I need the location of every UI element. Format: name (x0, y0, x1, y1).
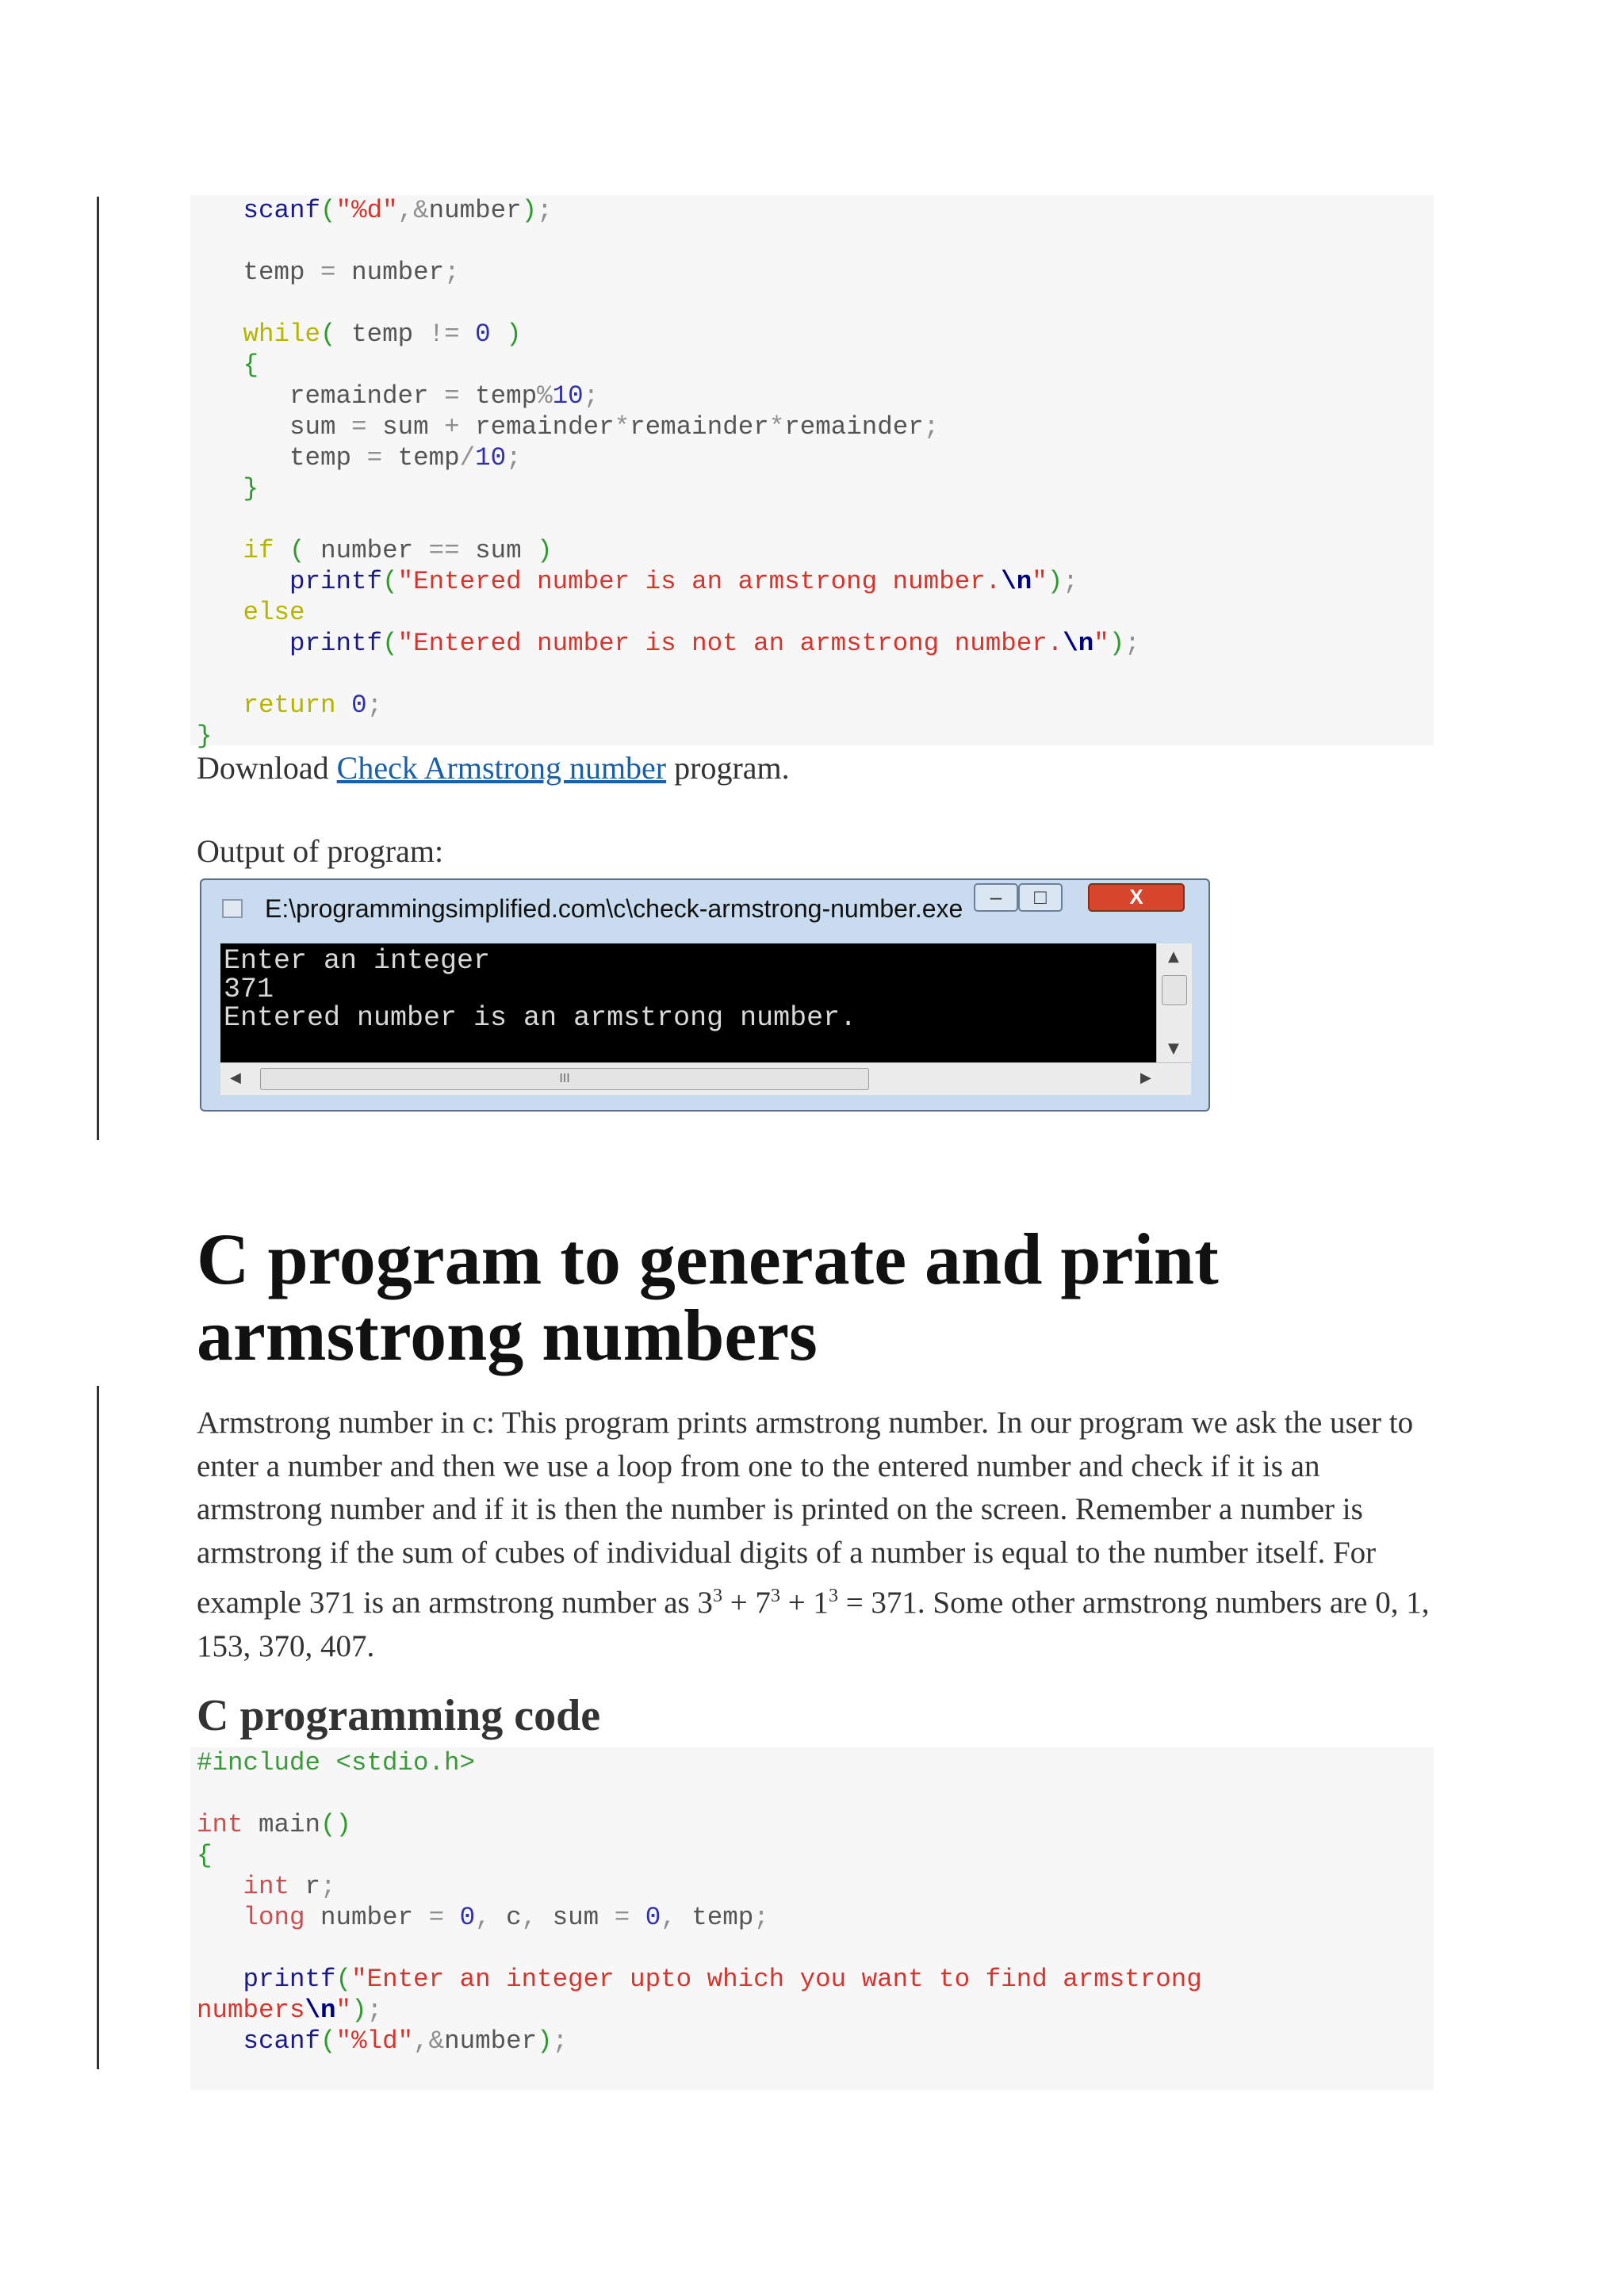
code-token: scanf (243, 2026, 321, 2056)
code-line (197, 474, 259, 503)
code-token: temp (335, 320, 429, 349)
code-token: * (614, 412, 630, 442)
code-line (197, 320, 522, 349)
maximize-button[interactable]: □ (1018, 883, 1063, 912)
code-token: remainder (289, 381, 445, 411)
code-token: ( (382, 567, 398, 596)
paragraph-text: = 371. Some other armstrong numbers are 0, 1, 153, 370, 407. (197, 1586, 1430, 1663)
code-block-1 (197, 195, 1140, 752)
code-token: printf (289, 567, 383, 596)
exponent: 3 (770, 1586, 780, 1606)
code-token: / (459, 443, 476, 473)
code-token: number (444, 2026, 538, 2056)
code-token: , (661, 1903, 676, 1932)
download-suffix: program. (666, 750, 790, 786)
scroll-right-icon[interactable]: ▶ (1140, 1070, 1151, 1086)
code-token: r (289, 1872, 321, 1901)
paragraph-text: Armstrong number in c: This program prints armstrong number. In our program we ask the user to enter a number and then we use a loop from one to the entered number and check if it is an armstrong number and if it is then the number is printed on the screen. Remember a number is armstrong if the sum of cubes of individual digits of a number is equal to the number itself. For example 371 is an armstrong number as 3 (197, 1406, 1414, 1620)
download-link[interactable]: Check Armstrong number (336, 750, 667, 786)
code-token: remainder (459, 412, 615, 442)
code-token: + (444, 412, 460, 442)
code-token: "%d" (335, 196, 398, 225)
output-label: Output of program: (197, 833, 444, 869)
code-token: ; (552, 2026, 569, 2056)
code-token: sum (289, 412, 352, 442)
code-line (197, 691, 382, 720)
code-token: \n (1001, 567, 1032, 596)
paragraph-text: + 7 (722, 1586, 771, 1620)
code-token: 0 (351, 691, 367, 720)
code-token: { (243, 350, 259, 380)
code-token: printf (243, 1965, 336, 1994)
code-block-2 (197, 1747, 1202, 2057)
code-token: ; (753, 1903, 769, 1932)
code-subheading: C programming code (197, 1691, 601, 1740)
code-token: ) (1109, 629, 1125, 658)
code-line (197, 1748, 475, 1777)
code-token: "Entered number is not an armstrong number. (397, 629, 1063, 658)
code-token (274, 536, 290, 565)
code-token: ; (444, 258, 460, 287)
code-line (197, 1872, 336, 1901)
code-token: ( (335, 1965, 352, 1994)
code-token: ; (1063, 567, 1078, 596)
code-token: 10 (552, 381, 584, 411)
code-token: return (243, 691, 336, 720)
code-line (197, 536, 553, 565)
page-heading: C program to generate and print armstrong numbers (197, 1219, 1219, 1376)
code-token: ; (537, 196, 553, 225)
code-token: & (413, 196, 429, 225)
code-token: ) (521, 196, 538, 225)
code-token: ( (382, 629, 398, 658)
code-token: long (243, 1903, 305, 1932)
close-button[interactable]: X (1088, 883, 1185, 912)
code-token: ) (506, 320, 522, 349)
code-line (197, 258, 460, 287)
console-output: Enter an integer 371 Entered number is an armstrong number. (224, 945, 857, 1034)
code-token: { (197, 1841, 213, 1870)
left-rule-top (97, 197, 99, 1140)
code-line (197, 196, 553, 225)
code-line (197, 2026, 568, 2056)
code-token: temp (382, 443, 460, 473)
code-token: remainder (784, 412, 924, 442)
code-token: () (320, 1810, 352, 1839)
code-token: ; (506, 443, 522, 473)
code-token: " (1094, 629, 1109, 658)
code-token: } (197, 721, 213, 751)
code-token: main (243, 1810, 321, 1839)
code-line (197, 629, 1140, 658)
code-token: = (366, 443, 383, 473)
code-token: number (335, 258, 445, 287)
code-token: while (243, 320, 321, 349)
code-line (197, 1903, 769, 1932)
code-token: = (351, 412, 367, 442)
console-window (200, 878, 1210, 1112)
code-line (197, 443, 522, 473)
code-token: ) (1047, 567, 1063, 596)
code-token: number (428, 196, 522, 225)
code-token: number (304, 1903, 429, 1932)
scroll-left-icon[interactable]: ◀ (230, 1070, 241, 1086)
code-token: \n (304, 1996, 336, 2025)
code-line (197, 721, 213, 751)
code-token: ( (320, 320, 336, 349)
code-token: % (537, 381, 553, 411)
code-line (197, 598, 305, 627)
code-line (197, 1841, 213, 1870)
code-token: #include <stdio.h> (197, 1748, 476, 1777)
code-token: ; (366, 691, 383, 720)
code-token: numbers (197, 1996, 305, 2025)
code-token: number (304, 536, 429, 565)
code-line (197, 350, 259, 380)
code-token: ) (537, 536, 553, 565)
code-token: else (243, 598, 305, 627)
console-title: E:\programmingsimplified.com\c\check-armstrong-number.exe (265, 894, 963, 923)
code-token: , (413, 2026, 429, 2056)
code-token: , (397, 196, 414, 225)
horizontal-scroll-thumb[interactable] (260, 1068, 869, 1090)
scroll-down-icon[interactable]: ▼ (1168, 1040, 1179, 1057)
code-token: } (243, 474, 259, 503)
code-token: ) (537, 2026, 553, 2056)
code-token: printf (289, 629, 383, 658)
code-token (444, 1903, 460, 1932)
code-token: temp (676, 1903, 754, 1932)
exponent: 3 (828, 1586, 838, 1606)
code-token: 0 (645, 1903, 661, 1932)
code-token: ( (320, 2026, 336, 2056)
code-token (630, 1903, 645, 1932)
code-token: = (444, 381, 460, 411)
code-token: ; (366, 1996, 383, 2025)
vertical-scrollbar[interactable] (1156, 943, 1192, 1062)
code-line (197, 381, 599, 411)
code-token: sum (537, 1903, 615, 1932)
code-token: ; (583, 381, 599, 411)
code-token: sum (459, 536, 538, 565)
scroll-grip-icon: III (559, 1072, 570, 1085)
code-token: 0 (459, 1903, 476, 1932)
code-token (336, 691, 352, 720)
code-line (197, 567, 1078, 596)
code-line (197, 1965, 1202, 1994)
code-token: ( (320, 196, 336, 225)
code-token: if (243, 536, 274, 565)
paragraph-text: + 1 (779, 1586, 829, 1620)
left-rule-bottom (97, 1386, 99, 2069)
code-token: temp (243, 258, 321, 287)
code-token: "Enter an integer upto which you want to find armstrong (351, 1965, 1202, 1994)
code-token: = (428, 1903, 445, 1932)
code-line (197, 412, 939, 442)
code-token: , (521, 1903, 538, 1932)
code-token (491, 320, 507, 349)
code-token: != (428, 320, 460, 349)
download-line (197, 749, 790, 786)
code-token: , (475, 1903, 491, 1932)
code-token: & (428, 2026, 445, 2056)
code-token: * (768, 412, 785, 442)
code-token: c (490, 1903, 522, 1932)
code-token: temp (459, 381, 538, 411)
console-screen (220, 943, 1156, 1062)
code-token: 10 (475, 443, 507, 473)
code-token: = (320, 258, 336, 287)
console-app-icon (222, 899, 243, 918)
code-token: int (197, 1810, 243, 1839)
code-token: scanf (243, 196, 321, 225)
code-token: ) (351, 1996, 367, 2025)
vertical-scroll-thumb[interactable] (1162, 975, 1187, 1005)
code-token: temp (289, 443, 367, 473)
code-token: ; (1124, 629, 1140, 658)
code-token: ; (320, 1872, 336, 1901)
download-prefix: Download (197, 750, 337, 786)
code-line (197, 1810, 351, 1839)
code-token: "Entered number is an armstrong number. (397, 567, 1002, 596)
code-token: remainder (630, 412, 769, 442)
code-token: \n (1063, 629, 1094, 658)
code-token: int (243, 1872, 290, 1901)
code-token: 0 (475, 320, 491, 349)
minimize-button[interactable]: – (974, 883, 1018, 912)
code-token: " (335, 1996, 352, 2025)
code-token (460, 320, 476, 349)
code-token: ( (289, 536, 305, 565)
code-token: sum (366, 412, 445, 442)
code-token: = (614, 1903, 630, 1932)
code-token: == (428, 536, 460, 565)
horizontal-scrollbar[interactable] (220, 1062, 1191, 1095)
scroll-up-icon[interactable]: ▲ (1168, 948, 1179, 965)
code-line (197, 1996, 382, 2025)
intro-paragraph (197, 1402, 1434, 1668)
code-token: ; (923, 412, 940, 442)
exponent: 3 (712, 1586, 722, 1606)
code-token: "%ld" (335, 2026, 414, 2056)
code-token: " (1032, 567, 1048, 596)
